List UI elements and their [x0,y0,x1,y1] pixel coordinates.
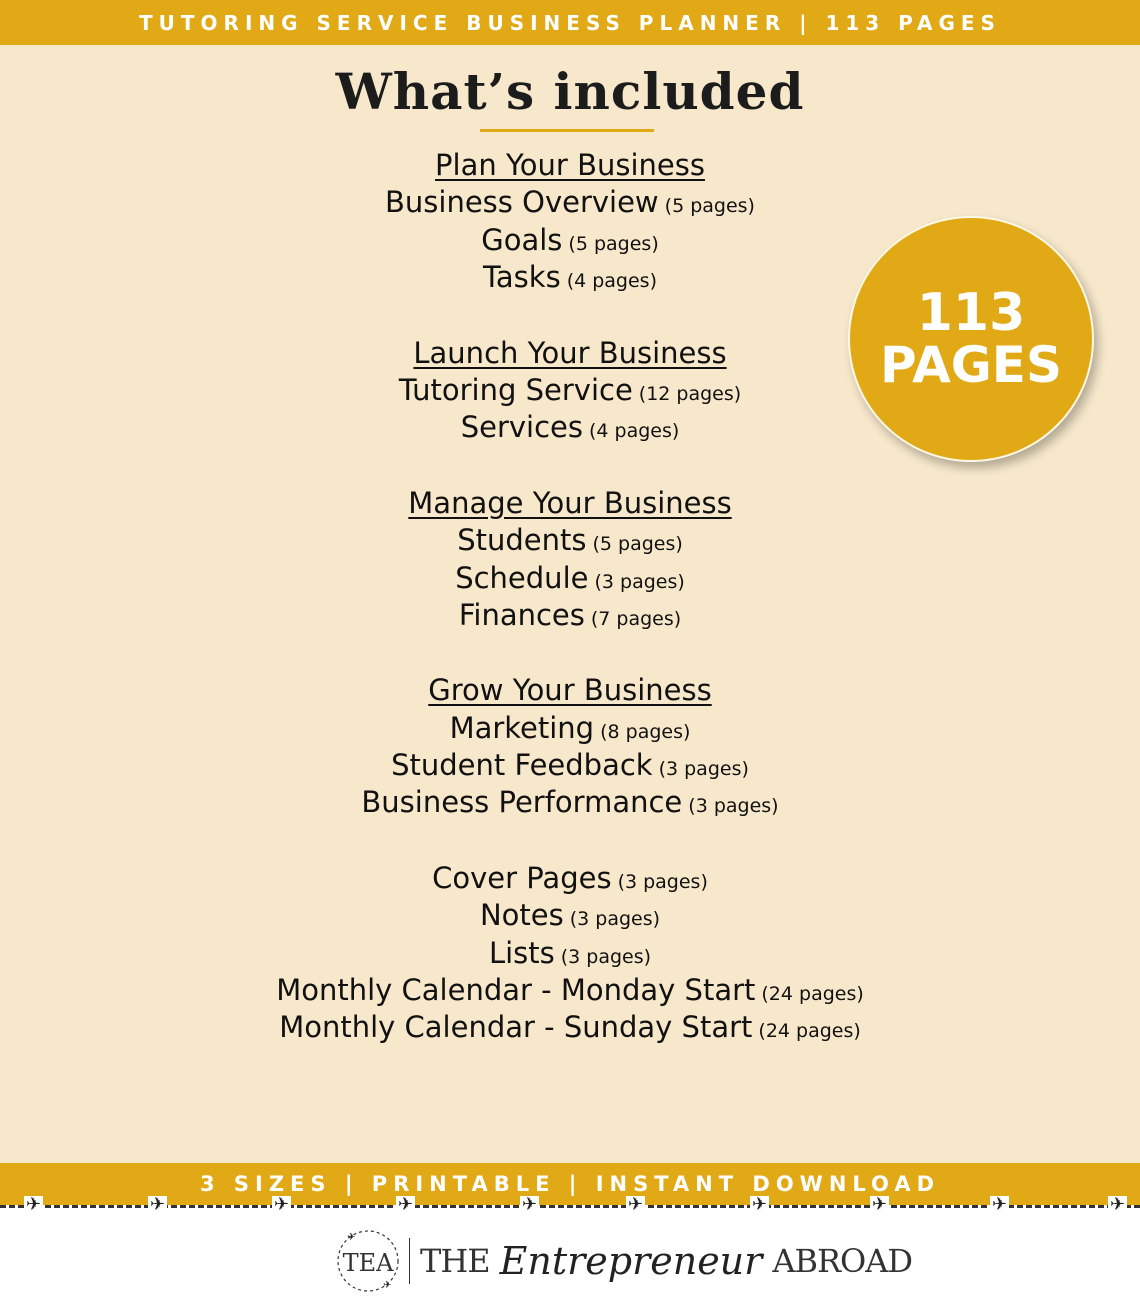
bottom-banner [0,1163,1140,1205]
top-banner-text: TUTORING SERVICE BUSINESS PLANNER | 113 PAGES [139,10,1001,35]
airplane-icon: ✈ [26,1194,42,1215]
item-name: Student Feedback [391,748,653,783]
svg-text:✈: ✈ [383,1280,392,1291]
list-item [0,784,1140,821]
item-count: (3 pages) [688,795,779,818]
item-name: Schedule [455,560,589,595]
airplane-icon: ✈ [992,1194,1008,1215]
logo-wordmark [409,1238,912,1284]
item-name: Finances [458,597,585,632]
section-title: Grow Your Business [428,673,712,708]
item-name: Monthly Calendar - Sunday Start [279,1010,753,1045]
item-name: Lists [488,935,555,970]
title-underline [480,129,654,132]
list-item [0,1009,1140,1046]
list-item [0,747,1140,784]
top-banner [0,0,1140,45]
list-item [0,560,1140,597]
item-count: (12 pages) [638,382,742,405]
item-count: (3 pages) [658,758,749,781]
item-count: (4 pages) [566,270,657,293]
airplane-icon: ✈ [872,1194,888,1215]
section-grow [0,672,1140,822]
section-extras [0,860,1140,1047]
item-count: (5 pages) [592,533,683,556]
item-name: Tasks [482,260,561,295]
item-name: Cover Pages [432,860,612,895]
item-count: (5 pages) [664,195,755,218]
section-title: Manage Your Business [408,485,732,520]
page-title: What’s included [335,62,805,121]
list-item [0,597,1140,634]
page-count-badge [848,216,1094,462]
item-name: Business Performance [361,785,683,820]
item-count: (7 pages) [590,607,682,630]
footer [0,1194,1140,1313]
svg-text:✈: ✈ [347,1232,356,1243]
item-name: Notes [479,898,564,933]
item-count: (3 pages) [560,945,652,968]
item-count: (24 pages) [758,1020,861,1043]
list-item [0,710,1140,747]
section-title: Plan Your Business [435,148,705,182]
list-item [0,522,1140,559]
list-item [0,972,1140,1009]
airplane-icon: ✈ [150,1194,166,1215]
airplane-icon: ✈ [274,1194,290,1215]
airplane-icon: ✈ [398,1194,414,1215]
section-manage [0,485,1140,635]
item-name: Marketing [449,710,595,745]
item-count: (5 pages) [568,232,659,255]
logo-script: Entrepreneur [499,1239,763,1283]
badge-number: 113 [916,283,1026,343]
item-count: (3 pages) [617,870,708,893]
list-item [0,860,1140,897]
airplane-icon: ✈ [752,1194,768,1215]
brand-logo [333,1225,912,1297]
logo-the: THE [420,1242,490,1280]
item-name: Tutoring Service [398,372,633,407]
item-name: Services [460,410,583,445]
item-count: (3 pages) [594,570,685,593]
logo-mark-text: TEA [342,1249,394,1277]
badge-word: PAGES [880,336,1062,394]
dashed-flight-path [0,1205,1140,1208]
item-count: (3 pages) [569,908,661,931]
airplane-icon: ✈ [628,1194,644,1215]
item-name: Business Overview [385,185,659,220]
airplane-icon: ✈ [1110,1194,1126,1215]
bottom-banner-text: 3 SIZES | PRINTABLE | INSTANT DOWNLOAD [199,1172,941,1196]
item-count: (4 pages) [588,420,680,443]
item-count: (8 pages) [600,720,691,743]
logo-mark-icon [333,1226,403,1296]
item-name: Students [457,523,587,558]
section-title: Launch Your Business [413,335,727,370]
item-name: Monthly Calendar - Monday Start [276,973,756,1008]
airplane-icon: ✈ [522,1194,538,1215]
item-name: Goals [481,222,563,257]
item-count: (24 pages) [761,983,864,1006]
logo-abroad: ABROAD [772,1242,913,1280]
list-item [0,897,1140,934]
list-item [0,935,1140,972]
